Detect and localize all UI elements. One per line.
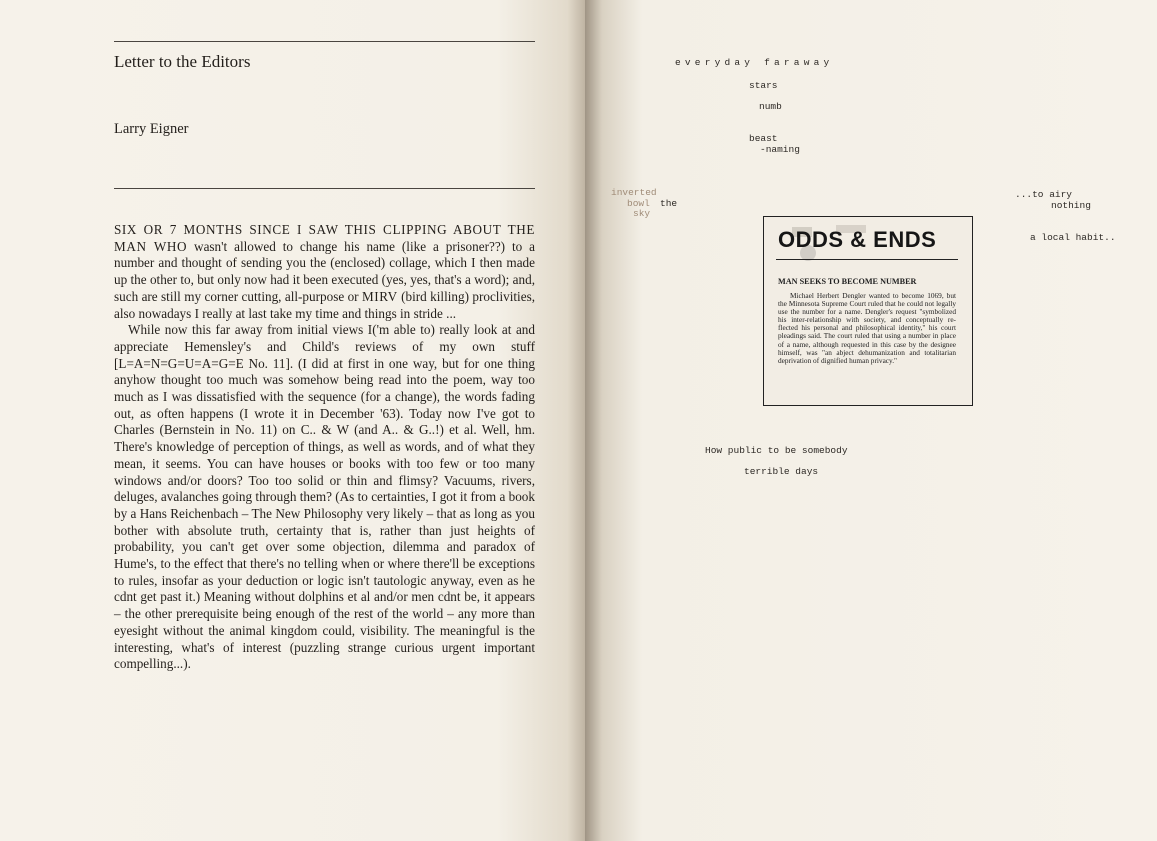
clipping-headline: MAN SEEKS TO BECOME NUMBER <box>778 277 917 286</box>
newspaper-clipping <box>763 216 973 406</box>
poem-word-nothing: nothing <box>1051 200 1091 211</box>
poem-word-inverted: inverted <box>611 187 657 198</box>
clipping-heading: ODDS & ENDS <box>778 227 937 252</box>
poem-line-how-public: How public to be somebody <box>705 445 848 456</box>
poem-word-beast: beast <box>749 133 778 144</box>
section-rule <box>114 188 535 189</box>
paragraph-1-end: (bird killing) proclivities, also nowadays I really at last take my time and things in stride ... <box>114 288 535 321</box>
poem-word-sky: sky <box>633 208 651 219</box>
poem-word-bowl: bowl <box>627 198 650 209</box>
clipping-paragraph: Michael Herbert Dengler wanted to become 1069, but the Minnesota Supreme Court ruled that he could not legally use the number for a name. Dengler's request "symbolized his inter-relationship with society, and conceptually re-flected his personal and philosophical identity," his court pleadings said. The court ruled that using a number in place of a name, although requested in this case by the designee himself, was "an abject dehumanization and totalitarian deprivation of dignified human privacy." <box>778 291 956 365</box>
poem-line-terrible-days: terrible days <box>744 466 819 477</box>
page-title: Letter to the Editors <box>114 52 251 71</box>
mirv-acronym: MIRV <box>361 288 398 304</box>
poem-word-numb: numb <box>759 101 782 112</box>
author-name: Larry Eigner <box>114 121 189 137</box>
paragraph-2: While now this far away from initial views I('m able to) really look at and appreciate Hemensley's and Child's reviews of my own stuff [L=A=N=G=U=A=G=E No. 11]. (I did at first in one way, but for one thing anyhow thought too much was somehow being read into the poem, way too much as I was dissatisfied with the sequence (for a change), the words fading out, as often happens (I wrote it in December '63). Today now I've got to Charles (Bernstein in No. 11) on C.. & W (and A.. & G..!) et al. Well, hm. There's knowledge of perception of things, as well as words, and of what they mean, it seems. You can have houses or books with too few or too many windows and/or doors? Too too solid or thin and flimsy? Vacuums, rivers, deluges, avalanches going through them? (As to certainties, I got it from a book by a Hans Reichenbach – The New Philosophy very likely – that as long as you bother with absolute truth, certainty that is, rather than just heights of probability, you can't get over some objection, dilemma and paradox of Hume's, to the effect that there's no telling when or where there'll be exceptions to rules, insofar as your deduction or logic isn't tautologic anyway, even as he cdnt get past it.) Meaning without dolphins et al and/or men cdnt be, it appears – the other prerequisite being enough of the rest of the world – any more than eyesight without the animal kingdom could, visibility. The meaningful is the interesting, what's of interest (puzzling strange curious urgent important compelling...). <box>114 322 535 672</box>
right-page <box>585 0 1157 841</box>
paragraph-1 <box>114 222 535 322</box>
poem-word-the: the <box>660 198 678 209</box>
opening-line: SIX OR 7 MONTHS SINCE I SAW THIS CLIPPING ABOUT THE MAN WHO <box>114 222 535 254</box>
paragraph-1-text: wasn't allowed to change his name (like a prisoner??) to a number and thought of sending you the (enclosed) collage, which I then made up the other to, but only now had it been executed (yes, yes, that's a word); and, such are still my corner cutting, all-purpose or <box>114 238 535 304</box>
top-rule <box>114 41 535 42</box>
poem-line-to-airy: ...to airy <box>1015 189 1073 200</box>
poem-line-everyday-faraway: everyday faraway <box>675 57 834 68</box>
poem-word-naming: -naming <box>760 144 800 155</box>
poem-line-local-habit: a local habit.. <box>1030 232 1116 243</box>
poem-word-stars: stars <box>749 80 778 91</box>
letter-body <box>114 222 535 673</box>
clipping-body <box>778 292 956 365</box>
clipping-rule <box>776 259 958 260</box>
